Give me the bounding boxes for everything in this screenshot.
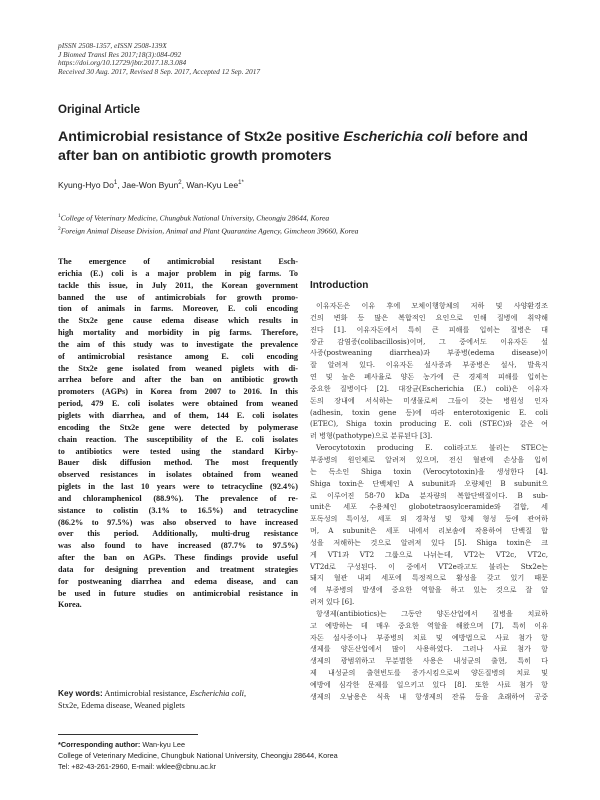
- paragraph-line: 예방에 심각한 문제를 일으키고 있다 [8]. 또한 사료 첨가 항: [310, 680, 548, 689]
- title-line-2: after ban on antibiotic growth promoters: [58, 148, 332, 164]
- paragraph-line: 장균 감염증(colibacillosis)이며, 그 중에서도 이유자돈 설: [310, 336, 548, 346]
- received-dates: Received 30 Aug. 2017, Revised 8 Sep. 2017, Accepted 12 Sep. 2017: [58, 66, 261, 76]
- abstract-line: promoters (AGPs) in Korea from 2007 to 2016. In this: [58, 387, 298, 397]
- paragraph-line: 이유자돈은 이유 후에 모체이행항체의 저하 및 사양환경조: [316, 301, 548, 310]
- abstract-line: chain reaction. The susceptibility of the E. coli isolates: [58, 434, 298, 444]
- paragraph-line: (ETEC), Shiga toxin producing E. coli (STEC)와 같은 여: [310, 419, 548, 429]
- abstract-line: tackle this issue, in July 2011, the Korean government: [58, 280, 298, 290]
- abstract-line: over this period. Additionally, multi-drug resistance: [58, 529, 298, 539]
- paragraph-line: 중요한 질병이다 [2]. 대장균(Escherichia (E.) coli)은 이유자: [310, 383, 548, 393]
- paragraph-line: 에 부종병의 발생에 중요한 역할을 하고 있는 것으로 잘 알: [310, 585, 548, 595]
- keywords-label: Key words:: [58, 688, 103, 698]
- abstract-line: the Stx2e gene isolated from weaned piglets with di-: [58, 363, 298, 373]
- abstract-line: the Stx2e gene cause edema disease which results in: [58, 316, 298, 326]
- abstract-line: data for designing prevention and treatment strategies: [58, 564, 298, 574]
- paragraph-line: 진다 [1]. 이유자돈에서 특히 큰 피해를 입히는 질병은 대: [310, 324, 548, 334]
- journal-meta: [58, 42, 538, 76]
- paragraph-line: 잘 알려져 있다. 이유자돈 설사증과 부종병은 설사, 발육지: [310, 360, 548, 370]
- paragraph-line: VT2d로 구성된다. 이 중에서 VT2e라고도 불리는 Stx2e는: [310, 561, 548, 571]
- issn: pISSN 2508-1357, eISSN 2508-139X: [58, 41, 167, 50]
- abstract-line: for postweaning diarrhea and edema disease, and can: [58, 576, 298, 586]
- paragraph-line: 성을 저해하는 것으로 알려져 있다 [5]. Shiga toxin은 크: [310, 537, 548, 547]
- paragraph-line: 생제를 양돈산업에서 많이 사용하였다. 그러나 사료 첨가 항: [310, 644, 548, 654]
- keywords-line-2: Stx2e, Edema disease, Weaned piglets: [58, 700, 185, 710]
- abstract-line: The emergence of antimicrobial resistant Esch-: [58, 257, 298, 266]
- abstract: [58, 256, 298, 611]
- paragraph-line: 사증(postweaning diarrhea)과 부종병(edema disease)이: [310, 348, 548, 358]
- introduction-heading: Introduction: [310, 280, 369, 291]
- paragraph-line: 생제의 오남용은 식육 내 항생제의 잔류 등을 초래하여 공중: [310, 691, 548, 701]
- abstract-line: and chloramphenicol (88.9%). The prevalence of re-: [58, 493, 298, 503]
- abstract-line: arrhea before and after the ban on antibiotic growth: [58, 375, 298, 385]
- abstract-line: (86.2% to 97.5%) was also observed to have increased: [58, 517, 298, 527]
- paragraph-line: 러 병형(pathotype)으로 분류된다 [3].: [310, 431, 433, 441]
- abstract-line: piglets with diarrhea, and of them, 144 E. coli isolates: [58, 410, 298, 420]
- abstract-line: be used in future studies on antimicrobial resistance in: [58, 588, 298, 598]
- abstract-line: was also found to have increased (87.7% to 97.5%): [58, 541, 298, 551]
- abstract-line: of antimicrobial resistance among E. coli encoding: [58, 351, 298, 361]
- paragraph-line: 려져 있다 [6].: [310, 597, 355, 607]
- paragraph-line: 항생제(antibiotics)는 그동안 양돈산업에서 질병을 치료하: [316, 608, 548, 618]
- author-3: Wan-Kyu Lee: [186, 180, 239, 190]
- paragraph-line: 자돈 설사증이나 부종병의 치료 및 예방법으로 사료 첨가 항: [310, 632, 548, 642]
- paragraph-line: 건의 변화 등 많은 복합적인 요인으로 인해 질병에 취약해: [310, 312, 548, 322]
- abstract-line: to antibiotics were tested using the standard Kirby-: [58, 446, 298, 456]
- journal-citation: J Biomed Transl Res 2017;18(3):084-092: [58, 49, 182, 59]
- abstract-line: sistance to colistin (3.1% to 16.5%) and tetracycline: [58, 505, 298, 515]
- paragraph-line: (adhesin, toxin gene 등)에 따라 enterotoxigenic E. coli: [310, 407, 548, 417]
- paragraph-line: 제 내성균의 출현빈도를 증가시킴으로써 양돈질병의 치료 및: [310, 668, 548, 678]
- title-line-1: Antimicrobial resistance of Stx2e positive Escherichia coli before and: [58, 129, 528, 145]
- abstract-line: after the ban on AGPs. These findings provide useful: [58, 553, 298, 563]
- paragraph-line: 돈의 장내에 서식하는 미생물로써 그들이 갖는 병원성 인자: [310, 395, 548, 405]
- title-species: Escherichia coli: [343, 129, 452, 145]
- abstract-line: banned the use of antimicrobials for growth promo-: [58, 292, 298, 302]
- article-title: [58, 128, 558, 166]
- abstract-line: high mortality and morbidity in pig farms. Therefore,: [58, 328, 298, 338]
- introduction-body: [310, 300, 548, 703]
- paragraph-line: 부종병의 원인체로 알려져 있으며, 전신 혈관에 손상을 입히: [310, 454, 548, 464]
- keywords: [58, 688, 300, 712]
- doi-link[interactable]: https://doi.org/10.12729/jbtr.2017.18.3.084: [58, 58, 187, 68]
- paragraph-line: 돼지 혈관 내피 세포에 특정적으로 활성을 갖고 있기 때문: [310, 573, 548, 583]
- paragraph-line: 고 예방하는 데 매우 중요한 역할을 해왔으며 [7], 특히 이유: [310, 620, 548, 630]
- corresponding-contact: Tel: +82-43-261-2960, E-mail: wklee@cbnu.ac.kr: [58, 762, 217, 772]
- affiliation-2: $^2$Foreign Animal Disease Division, Animal and Plant Quarantine Agency, Gimcheon 39660, Korea: [58, 226, 359, 236]
- paragraph-line: Shiga toxin은 단백체인 A subunit과 오량체인 B subunit으: [310, 478, 548, 488]
- paragraph-line: 생제의 광범위하고 무분별한 사용은 내성균의 출현, 특히 다: [310, 656, 548, 666]
- abstract-line: period, 479 E. coli isolates were obtained from weaned: [58, 399, 298, 409]
- keywords-line-1: Key words: Antimicrobial resistance, Escherichia coli,: [58, 688, 247, 698]
- abstract-line: encoding the Stx2e gene were detected by polymerase: [58, 422, 298, 432]
- affiliation-1: $^1$College of Veterinary Medicine, Chungbuk National University, Cheongju 28644, Korea: [58, 213, 330, 223]
- abstract-line: the aim of this study was to investigate the prevalence: [58, 339, 298, 349]
- affiliations: [58, 211, 558, 237]
- paragraph-line: 게 VT1과 VT2 그룹으로 나뉘는데, VT2는 VT2c, VT2c,: [310, 549, 548, 559]
- corresponding-author: [58, 739, 538, 773]
- abstract-line: erichia (E.) coli is a major problem in pig farms. To: [58, 268, 298, 278]
- abstract-line: observed resistances in isolates obtained from weaned: [58, 470, 298, 480]
- corresponding-author-name: *Corresponding author: Wan-kyu Lee: [58, 740, 186, 749]
- author-1: Kyung-Hyo Do: [58, 180, 114, 190]
- paragraph-line: 포독성의 특이성, 세포 외 경착성 및 항체 형성 등에 관여하: [310, 514, 548, 524]
- abstract-line: Bauer disk diffusion method. The most frequently: [58, 458, 298, 468]
- paragraph-line: 로 이루어진 58-70 kDa 분자량의 복합단백질이다. B sub-: [310, 490, 548, 500]
- abstract-line: tion of animals in farms. Moreover, E. coli encoding: [58, 304, 298, 314]
- paragraph-line: 연 및 높은 폐사율로 양돈 농가에 큰 경제적 피해를 입히는: [310, 372, 548, 382]
- article-type: Original Article: [58, 104, 141, 116]
- footnote-divider: [58, 734, 198, 735]
- paragraph-line: 는 독소인 Shiga toxin (Verocytotoxin)을 생성한다 [4].: [310, 466, 548, 476]
- corresponding-address: College of Veterinary Medicine, Chungbuk National University, Cheongju 28644, Korea: [58, 751, 338, 761]
- abstract-line: piglets in the last 10 years were to tetracycline (92.4%): [58, 482, 298, 492]
- paragraph-line: unit은 세포 수용체인 globotetraosylceramide와 결합, 세: [310, 502, 548, 512]
- author-list: Kyung-Hyo Do$^1$, Jae-Won Byun$^2$, Wan-Kyu Lee$^{1*}$: [58, 180, 244, 190]
- paragraph-line: Verocytotoxin producing E. coli라고도 불리는 STEC는: [316, 443, 548, 453]
- paragraph-line: 며, A subunit은 세포 내에서 리보솜에 작용하여 단백질 합: [310, 526, 548, 536]
- author-2: Jae-Won Byun: [122, 180, 179, 190]
- abstract-line: Korea.: [58, 600, 82, 610]
